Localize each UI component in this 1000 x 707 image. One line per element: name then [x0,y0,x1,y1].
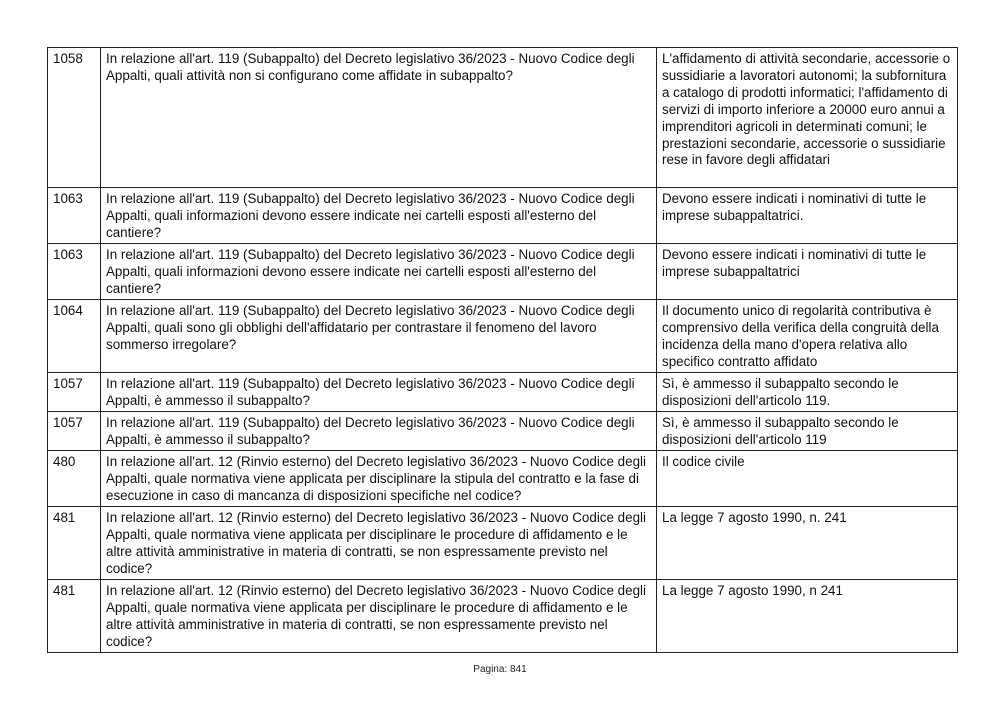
answer-cell: Sì, è ammesso il subappalto secondo le disposizioni dell'articolo 119 [657,412,958,451]
question-cell: In relazione all'art. 12 (Rinvio esterno) del Decreto legislativo 36/2023 - Nuovo Codice degli Appalti, quale normativa viene applicata per disciplinare le procedure di affidamento e le altre attività amministrative in materia di contratti, se non espressamente previsto nel codice? [101,580,657,653]
question-id-cell: 1063 [48,244,101,300]
table-row [48,244,958,300]
table-row [48,48,958,188]
answer-cell: La legge 7 agosto 1990, n. 241 [657,507,958,580]
table-row [48,412,958,451]
question-id-cell: 1064 [48,300,101,373]
answer-cell: Il codice civile [657,451,958,507]
question-cell: In relazione all'art. 119 (Subappalto) del Decreto legislativo 36/2023 - Nuovo Codice degli Appalti, quali attività non si configurano come affidate in subappalto? [101,48,657,188]
answer-cell: Devono essere indicati i nominativi di tutte le imprese subappaltatrici. [657,188,958,244]
qa-table [47,47,958,653]
question-cell: In relazione all'art. 12 (Rinvio esterno) del Decreto legislativo 36/2023 - Nuovo Codice degli Appalti, quale normativa viene applicata per disciplinare le procedure di affidamento e le altre attività amministrative in materia di contratti, se non espressamente previsto nel codice? [101,507,657,580]
question-cell: In relazione all'art. 119 (Subappalto) del Decreto legislativo 36/2023 - Nuovo Codice degli Appalti, quali sono gli obblighi dell'affidatario per contrastare il fenomeno del lavoro sommerso irregolare? [101,300,657,373]
table-row [48,373,958,412]
answer-cell: Il documento unico di regolarità contributiva è comprensivo della verifica della congruità della incidenza della mano d'opera relativa allo specifico contratto affidato [657,300,958,373]
answer-cell: Sì, è ammesso il subappalto secondo le disposizioni dell'articolo 119. [657,373,958,412]
question-cell: In relazione all'art. 119 (Subappalto) del Decreto legislativo 36/2023 - Nuovo Codice degli Appalti, quali informazioni devono essere indicate nei cartelli esposti all'esterno del cantiere? [101,188,657,244]
table-row [48,300,958,373]
page-number: Pagina: 841 [473,664,527,675]
question-cell: In relazione all'art. 119 (Subappalto) del Decreto legislativo 36/2023 - Nuovo Codice degli Appalti, quali informazioni devono essere indicate nei cartelli esposti all'esterno del cantiere? [101,244,657,300]
answer-cell: L'affidamento di attività secondarie, accessorie o sussidiarie a lavoratori autonomi; la subfornitura a catalogo di prodotti informatici; l'affidamento di servizi di importo inferiore a 20000 euro annui a imprenditori agricoli in determinati comuni; le prestazioni secondarie, accessorie o sussidiarie rese in favore degli affidatari [657,48,958,188]
question-id-cell: 481 [48,507,101,580]
question-id-cell: 1058 [48,48,101,188]
question-id-cell: 481 [48,580,101,653]
table-row [48,580,958,653]
answer-cell: La legge 7 agosto 1990, n 241 [657,580,958,653]
question-id-cell: 480 [48,451,101,507]
answer-cell: Devono essere indicati i nominativi di tutte le imprese subappaltatrici [657,244,958,300]
question-id-cell: 1057 [48,412,101,451]
table-row [48,507,958,580]
qa-table-body [48,48,958,653]
table-row [48,188,958,244]
question-id-cell: 1057 [48,373,101,412]
question-cell: In relazione all'art. 12 (Rinvio esterno) del Decreto legislativo 36/2023 - Nuovo Codice degli Appalti, quale normativa viene applicata per disciplinare la stipula del contratto e la fase di esecuzione in caso di mancanza di disposizioni specifiche nel codice? [101,451,657,507]
table-row [48,451,958,507]
question-id-cell: 1063 [48,188,101,244]
question-cell: In relazione all'art. 119 (Subappalto) del Decreto legislativo 36/2023 - Nuovo Codice degli Appalti, è ammesso il subappalto? [101,412,657,451]
question-cell: In relazione all'art. 119 (Subappalto) del Decreto legislativo 36/2023 - Nuovo Codice degli Appalti, è ammesso il subappalto? [101,373,657,412]
